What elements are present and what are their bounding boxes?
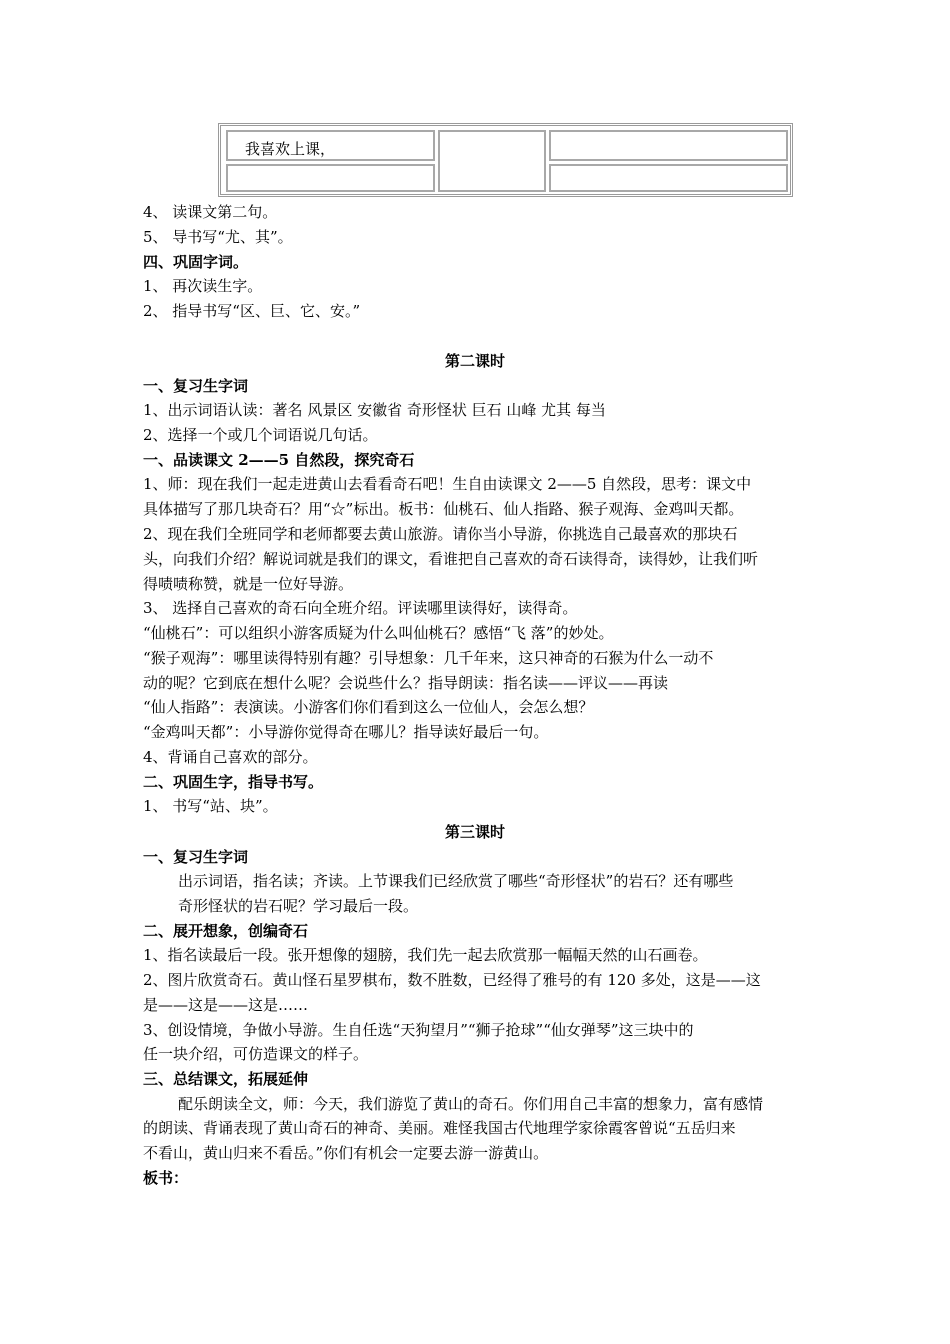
text-line: “仙桃石”：可以组织小游客质疑为什么叫仙桃石？感悟“飞 落”的妙处。 bbox=[143, 624, 614, 642]
word-table bbox=[218, 123, 793, 197]
text-line: 1、 书写“站、块”。 bbox=[143, 797, 278, 815]
text-line: 配乐朗读全文，师：今天，我们游览了黄山的奇石。你们用自己丰富的想象力，富有感情 bbox=[178, 1095, 764, 1113]
text-line: 是——这是——这是…… bbox=[143, 996, 309, 1014]
text-line: 得啧啧称赞，就是一位好导游。 bbox=[143, 575, 354, 593]
text-line: 奇形怪状的岩石呢？学习最后一段。 bbox=[178, 897, 419, 915]
table-cell bbox=[226, 164, 435, 192]
section-heading: 三、总结课文，拓展延伸 bbox=[143, 1070, 309, 1088]
section-heading: 板书： bbox=[143, 1169, 189, 1187]
text-line: 1、出示词语认读：著名 风景区 安徽省 奇形怪状 巨石 山峰 尤其 每当 bbox=[143, 401, 606, 419]
text-line: 4、 读课文第二句。 bbox=[143, 203, 278, 221]
text-line: 2、 指导书写“区、巨、它、安。” bbox=[143, 302, 361, 320]
text-line: “仙人指路”：表演读。小游客们你们看到这么一位仙人，会怎么想？ bbox=[143, 698, 594, 716]
table-cell-text: 我喜欢上课， bbox=[245, 140, 336, 158]
text-line: 5、 导书写“尤、其”。 bbox=[143, 228, 293, 246]
lesson-title: 第三课时 bbox=[444, 823, 505, 841]
section-heading: 一、复习生字词 bbox=[143, 377, 249, 395]
text-line: 2、图片欣赏奇石。黄山怪石星罗棋布，数不胜数，已经得了雅号的有 120 多处，这是——这 bbox=[143, 971, 761, 989]
text-line: “金鸡叫天都”：小导游你觉得奇在哪儿？指导读好最后一句。 bbox=[143, 723, 549, 741]
text-line: 1、 再次读生字。 bbox=[143, 277, 263, 295]
text-line: 具体描写了那几块奇石？用“☆”标出。板书：仙桃石、仙人指路、猴子观海、金鸡叫天都。 bbox=[143, 500, 744, 518]
section-heading: 一、复习生字词 bbox=[143, 848, 249, 866]
section-heading: 二、巩固生字，指导书写。 bbox=[143, 773, 324, 791]
text-line: 3、 选择自己喜欢的奇石向全班介绍。评读哪里读得好，读得奇。 bbox=[143, 599, 578, 617]
text-line: 3、创设情境，争做小导游。生自任选“天狗望月”“狮子抢球”“仙女弹琴”这三块中的 bbox=[143, 1021, 694, 1039]
text-line: 不看山，黄山归来不看岳。”你们有机会一定要去游一游黄山。 bbox=[143, 1144, 549, 1162]
table-cell bbox=[226, 130, 435, 161]
table-cell bbox=[549, 164, 788, 192]
table-cell bbox=[438, 130, 546, 192]
text-line: 2、选择一个或几个词语说几句话。 bbox=[143, 426, 378, 444]
text-line: 1、师：现在我们一起走进黄山去看看奇石吧！生自由读课文 2——5 自然段，思考：课文中 bbox=[143, 475, 752, 493]
text-line: 2、现在我们全班同学和老师都要去黄山旅游。请你当小导游，你挑选自己最喜欢的那块石 bbox=[143, 525, 738, 543]
section-heading: 四、巩固字词。 bbox=[143, 253, 249, 271]
lesson-title: 第二课时 bbox=[444, 352, 505, 370]
text-line: 4、背诵自己喜欢的部分。 bbox=[143, 748, 318, 766]
section-heading: 二、展开想象，创编奇石 bbox=[143, 922, 309, 940]
text-line: 的朗读、背诵表现了黄山奇石的神奇、美丽。难怪我国古代地理学家徐霞客曾说“五岳归来 bbox=[143, 1119, 736, 1137]
text-line: 头，向我们介绍？解说词就是我们的课文，看谁把自己喜欢的奇石读得奇，读得妙，让我们听 bbox=[143, 550, 759, 568]
table-cell bbox=[549, 130, 788, 161]
text-line: 1、指名读最后一段。张开想像的翅膀，我们先一起去欣赏那一幅幅天然的山石画卷。 bbox=[143, 946, 708, 964]
text-line: 出示词语，指名读；齐读。上节课我们已经欣赏了哪些“奇形怪状”的岩石？还有哪些 bbox=[178, 872, 734, 890]
section-heading: 一、品读课文 2——5 自然段，探究奇石 bbox=[143, 451, 415, 469]
text-line: “猴子观海”：哪里读得特别有趣？引导想象：几千年来，这只神奇的石猴为什么一动不 bbox=[143, 649, 714, 667]
text-line: 任一块介绍，可仿造课文的样子。 bbox=[143, 1045, 369, 1063]
text-line: 动的呢？它到底在想什么呢？会说些什么？指导朗读：指名读——评议——再读 bbox=[143, 674, 669, 692]
